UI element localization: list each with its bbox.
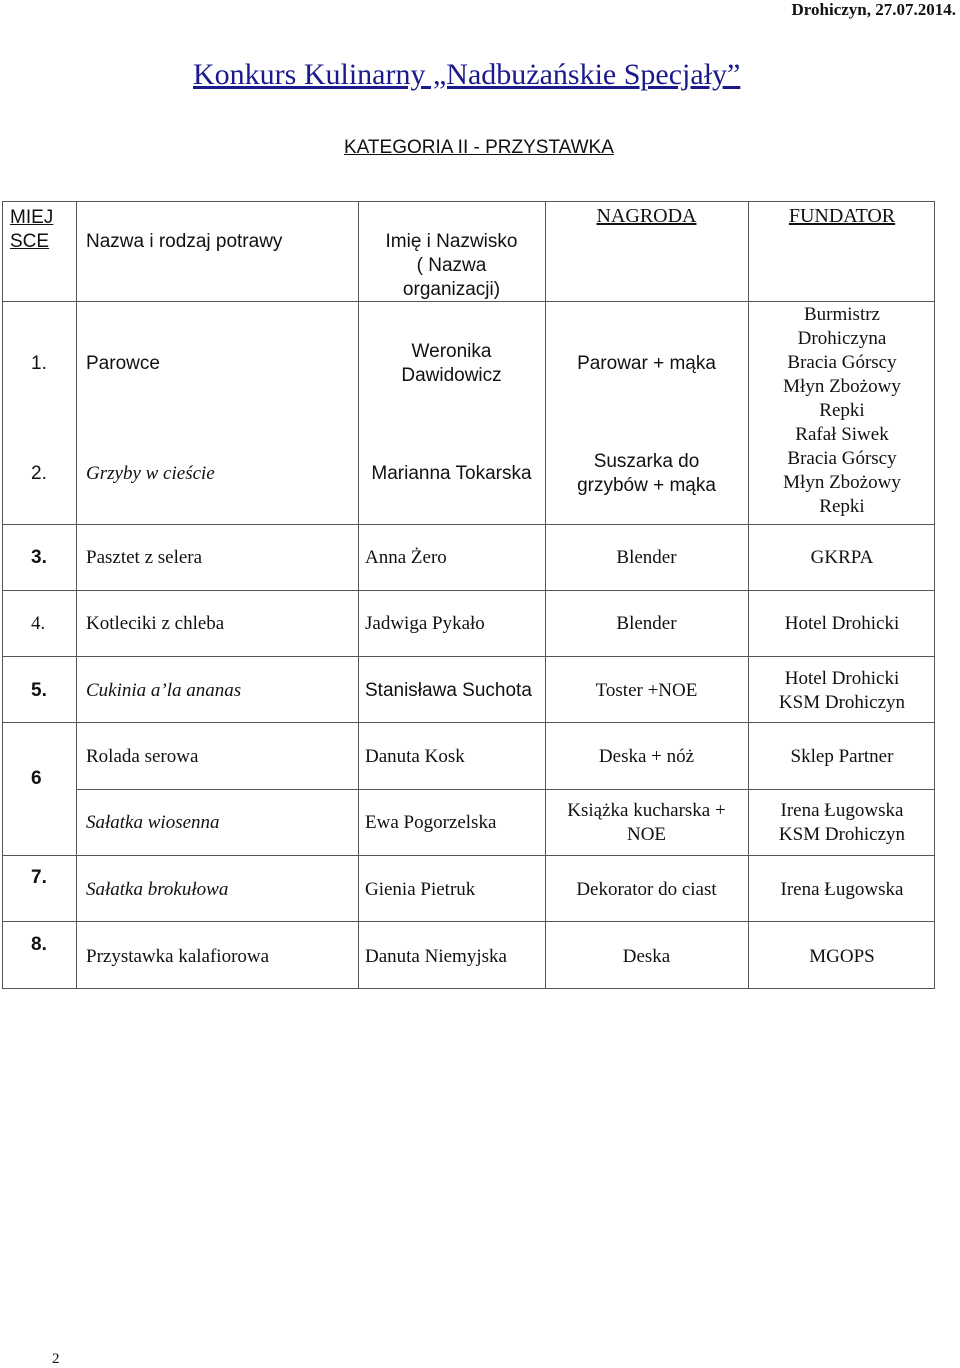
row-8-dish: Przystawka kalafiorowa	[86, 946, 270, 967]
row-1-dish: Parowce	[86, 353, 160, 374]
row-5-sponsor	[748, 667, 936, 715]
row-4-place: 4.	[31, 613, 46, 634]
header-sponsor: FUNDATOR	[788, 205, 896, 227]
sponsor-line: Rafał Siwek	[795, 424, 889, 445]
sponsor-line: Repki	[819, 400, 865, 421]
row-5-sponsor-line: Hotel Drohicki	[784, 668, 900, 689]
row-6b-dish: Sałatka wiosenna	[86, 812, 220, 833]
row-6b-sponsor	[748, 799, 936, 847]
row-8-person: Danuta Niemyjska	[365, 946, 507, 967]
row-7-person: Gienia Pietruk	[365, 879, 476, 900]
row-6b-prize-line: Książka kucharska +	[567, 800, 726, 821]
row-5-dish: Cukinia a’la ananas	[86, 680, 242, 701]
row-divider	[76, 789, 934, 790]
row-8-prize: Deska	[622, 946, 671, 967]
row-divider	[3, 656, 934, 657]
row-divider	[3, 855, 934, 856]
row-5-place: 5.	[31, 680, 47, 701]
row-8-place: 8.	[31, 934, 47, 955]
row-4-sponsor: Hotel Drohicki	[784, 613, 900, 634]
row-3-prize: Blender	[616, 547, 677, 568]
row-2-prize	[545, 450, 748, 498]
row-4-dish: Kotleciki z chleba	[86, 613, 225, 634]
row-5-sponsor-line: KSM Drohiczyn	[778, 692, 906, 713]
row-7-prize: Dekorator do ciast	[576, 879, 717, 900]
header-place-line: MIEJ	[10, 207, 54, 228]
col-divider-2	[358, 202, 359, 988]
row-2-person: Marianna Tokarska	[371, 463, 532, 484]
row-6b-prize-line: NOE	[626, 824, 667, 845]
sponsor-line: Repki	[819, 496, 865, 517]
row-1-person-line: Weronika	[411, 341, 492, 362]
sponsors-rows-1-2	[748, 303, 936, 519]
row-3-person: Anna Żero	[365, 547, 447, 568]
results-table	[2, 201, 935, 989]
row-6b-person: Ewa Pogorzelska	[365, 812, 497, 833]
row-3-sponsor: GKRPA	[810, 547, 874, 568]
row-7-sponsor: Irena Ługowska	[780, 879, 904, 900]
header-name-line: Imię i Nazwisko	[385, 231, 518, 252]
row-8-sponsor: MGOPS	[809, 946, 875, 967]
page-number: 2	[52, 1351, 60, 1367]
row-6-person: Danuta Kosk	[365, 746, 465, 767]
row-divider	[3, 524, 934, 525]
document-date: Drohiczyn, 27.07.2014.	[791, 0, 956, 19]
sponsor-line: Młyn Zbożowy	[783, 376, 901, 397]
col-divider-1	[76, 202, 77, 988]
sponsor-line: Młyn Zbożowy	[783, 472, 901, 493]
row-1-prize: Parowar + mąka	[577, 353, 716, 374]
sponsor-line: Bracia Górscy	[787, 448, 897, 469]
row-7-place: 7.	[31, 867, 47, 888]
row-4-person: Jadwiga Pykało	[365, 613, 485, 634]
row-divider	[3, 921, 934, 922]
row-6b-sponsor-line: KSM Drohiczyn	[778, 824, 906, 845]
row-4-prize: Blender	[616, 613, 677, 634]
row-divider	[3, 590, 934, 591]
header-dish: Nazwa i rodzaj potrawy	[86, 231, 283, 252]
row-3-dish: Pasztet z selera	[86, 547, 203, 568]
header-prize: NAGRODA	[596, 205, 697, 227]
category-heading: KATEGORIA II - PRZYSTAWKA	[344, 137, 614, 158]
row-2-prize-line: grzybów + mąka	[577, 475, 716, 496]
row-2-place: 2.	[31, 463, 47, 484]
row-2-dish: Grzyby w cieście	[86, 463, 215, 484]
row-6-place: 6	[31, 768, 42, 789]
header-name-line: ( Nazwa	[416, 255, 487, 276]
row-5-prize: Toster +NOE	[595, 680, 698, 701]
contest-title: Konkurs Kulinarny „Nadbużańskie Specjały”	[193, 58, 741, 91]
row-5-person: Stanisława Suchota	[365, 680, 532, 701]
col-divider-3	[545, 202, 546, 988]
header-place	[10, 206, 53, 254]
row-7-dish: Sałatka brokułowa	[86, 879, 229, 900]
header-name	[358, 230, 545, 302]
row-3-place: 3.	[31, 547, 47, 568]
row-6b-prize	[545, 799, 748, 847]
row-1-person	[358, 340, 545, 388]
row-1-person-line: Dawidowicz	[401, 365, 502, 386]
sponsor-line: Bracia Górscy	[787, 352, 897, 373]
row-1-place: 1.	[31, 353, 47, 374]
sponsor-line: Burmistrz	[804, 304, 880, 325]
header-name-line: organizacji)	[402, 279, 501, 300]
header-place-line: SCE	[10, 231, 50, 252]
row-6-prize: Deska + nóż	[598, 746, 695, 767]
row-6b-sponsor-line: Irena Ługowska	[780, 800, 904, 821]
row-divider	[3, 722, 934, 723]
row-6-dish: Rolada serowa	[86, 746, 199, 767]
sponsor-line: Drohiczyna	[797, 328, 887, 349]
row-2-prize-line: Suszarka do	[593, 451, 700, 472]
row-6-sponsor: Sklep Partner	[790, 746, 894, 767]
